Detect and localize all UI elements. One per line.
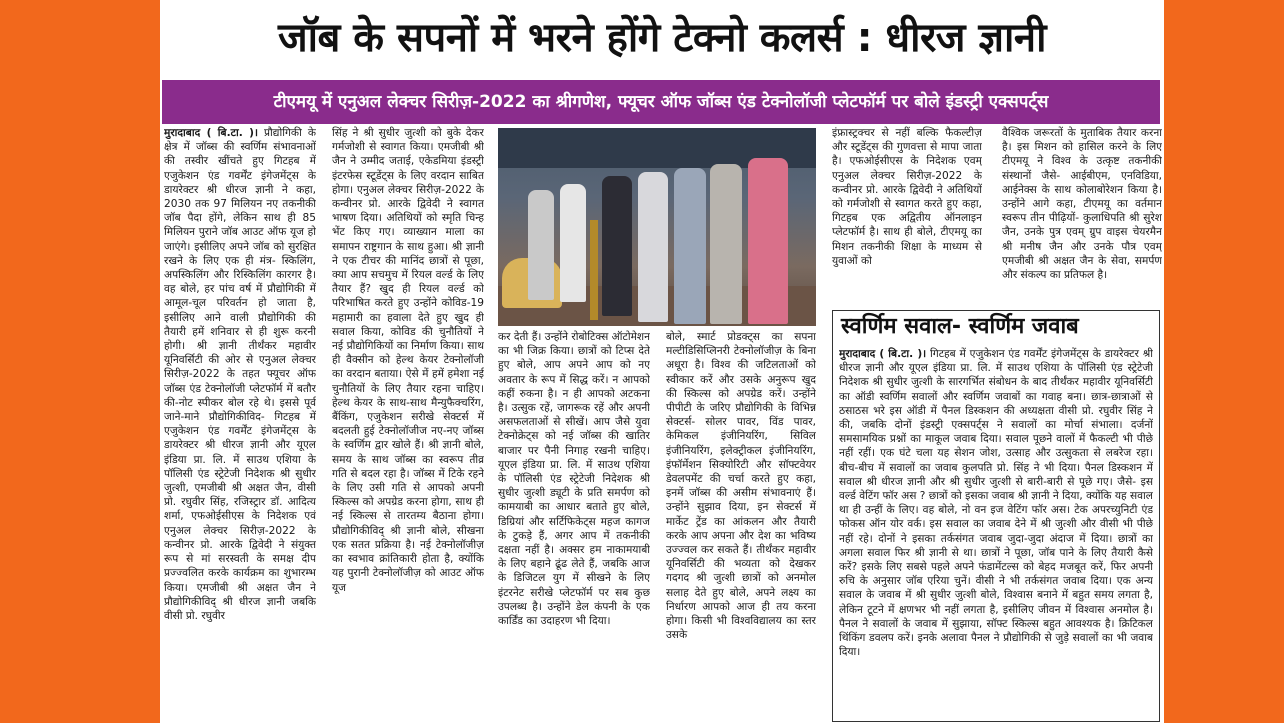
photo-person-6 — [710, 164, 742, 324]
headline: जॉब के सपनों में भरने होंगे टेक्नो कलर्स : धीरज ज्ञानी — [278, 15, 1046, 61]
photo-person-7 — [748, 158, 788, 324]
article-column-2 — [332, 126, 484, 722]
column-5-text: इंफ्रास्ट्रक्चर से नहीं बल्कि फैकल्टीज़ और स्टूडेंट्स की गुणवत्ता से मापा जाता है। एफओईसीएस के निदेशक एवम् एनुअल लेक्चर सिरीज़-2022 के कन्वीनर प्रो. आरके द्विवेदी ने अतिथियों को गर्मजोशी से स्वागत करते हुए कहा, गिटहब एक अद्वितीय ऑनलाइन प्लेटफॉर्म है। साथ ही बोले, टीएमयू का मिशन तकनीकी शिक्षा के माध्यम से युवाओं को — [832, 127, 982, 267]
article-dateline: मुरादाबाद ( बि.टा. )। — [164, 127, 258, 139]
sidebar-box-title: स्वर्णिम सवाल- स्वर्णिम जवाब — [841, 314, 1079, 339]
photo-ceremonial-lamp — [590, 220, 598, 320]
sidebar-box — [832, 310, 1160, 722]
photo-person-1 — [528, 190, 554, 300]
article-column-6 — [1002, 126, 1162, 306]
column-3-text: कर देती हैं। उन्होंने रोबोटिक्स ऑटोमेशन का भी जिक्र किया। छात्रों को टिप्स देते हुए बोले, आप अपने आप को नए अवतार के रूप में सिद्ध करें। न आपको कहीं रुकना है। न ही आपको अटकना है। उत्सुक रहें, जागरूक रहें और अपनी असफलताओं से सीखें। आप जैसे युवा टेक्नोक्रेट्स को नई जॉब्स की खातिर बाजार पर पैनी निगाह रखनी चाहिए। यूएल इंडिया प्रा. लि. में साउथ एशिया के पॉलिसी एंड स्ट्रेटेजी निदेशक श्री सुधीर जुत्शी ड्यूटी के प्रति समर्पण को कामयाबी का आधार बताते हुए बोले, डिग्रियां और सर्टिफिकेट्स महज कागज के टुकड़े हैं, अगर आप में तकनीकी दक्षता नहीं है। अक्सर हम नाकामयाबी के लिए बहाने ढूंढ लेते हैं, जबकि आज के डिजिटल युग में सीखने के लिए इंटरनेट सरीखे प्लेटफॉर्म पर सब कुछ उपलब्ध है। उन्होंने डेल कंपनी के एक कार्डिंड का उदाहरण भी दिया। — [498, 331, 650, 628]
subheadline-strap: टीएमयू में एनुअल लेक्चर सिरीज़-2022 का श्रीगणेश, फ्यूचर ऑफ जॉब्स एंड टेक्नोलॉजी प्लेटफॉर्म पर बोले इंडस्ट्री एक्सपर्ट्स — [162, 80, 1160, 124]
sidebar-dateline: मुरादाबाद ( बि.टा. )। — [839, 348, 927, 360]
sidebar-text: गिटहब में एजुकेशन एंड गवर्मेंट इंगेजमेंट्स के डायरेक्टर श्री धीरज ज्ञानी और यूएल इंडिया प्रा. लि. में साउथ एशिया के पॉलिसी एंड स्ट्रेटेजी निदेशक श्री सुधीर जुत्शी के सारगर्भित संबोधन के बाद तीर्थंकर महावीर यूनिवर्सिटी का ऑडी स्वर्णिम सवालों और स्वर्णिम जवाबों का गवाह बना। छात्र-छात्राओं से ठसाठस भरे इस ऑडी में पैनल डिस्कशन की अध्यक्षता वीसी प्रो. रघुवीर सिंह ने की, जबकि दोनों इंडस्ट्री एक्सपर्ट्स ने सवालों का मोर्चा संभाला। दर्जनों समसामयिक प्रश्नों का माकूल जवाब दिया। सवाल पूछने वालों में फैकल्टी भी पीछे नहीं रहीं। एक घंटे चला यह सेशन जोश, उत्साह और उत्सुकता से लबरेज रहा। बीच-बीच में सवालों का जवाब कुलपति प्रो. सिंह ने भी दिया। पैनल डिस्कशन में सवाल श्री धीरज ज्ञानी और श्री सुधीर जुत्शी से बारी-बारी से पूछे गए। जैसे- इस वर्ल्ड वेटिंग फॉर अस ? छात्रों को इसका जवाब श्री ज्ञानी ने दिया, क्योंकि यह सवाल था ही उन्हीं के लिए। वह बोले, नो वन इज वेटिंग फॉर अस। टेक अपरच्युनिटी एंड फोकस ऑन योर वर्क। इस सवाल का जवाब देने में श्री जुत्शी और वीसी भी पीछे नहीं रहे। दोनों ने इसका तर्कसंगत जवाब जुदा-जुदा अंदाज में दिया। छात्रों का अगला सवाल फिर श्री ज्ञानी से था। छात्रों ने पूछा, जॉब पाने के लिए तैयारी कैसे करें? इसके लिए सबसे पहले अपने फंडामेंटल्स को बेहद मजबूत करें, फिर अपनी रुचि के अनुसार जॉब एरिया चुनें। वीसी ने भी तर्कसंगत जवाब दिया। एक अन्य सवाल के जवाब में श्री सुधीर जुत्शी बोले, विश्वास बनाने में बहुत समय लगता है, लेकिन टूटने में क्षणभर भी नहीं लगता है, इसीलिए जीवन में विश्वास अनमोल है। पैनल ने सवालों के जवाब में सुझाया, सॉफ्ट स्किल्स बहुत आवश्यक है। क्रिटिकल थिंकिंग डवलप करें। इनके अलावा पैनल ने प्रौद्योगिकी से जुड़े सवालों का भी जवाब दिया। — [839, 348, 1153, 659]
photo-person-3 — [602, 176, 632, 316]
column-2-text: सिंह ने श्री सुधीर जुत्शी को बुके देकर गर्मजोशी से स्वागत किया। एमजीबी श्री जैन ने उम्मीद जताई, एकेडमिया इंडस्ट्री इंटरफेस स्टूडेंट्स के लिए वरदान साबित होगा। एनुअल लेक्चर सिरीज़-2022 के कन्वीनर प्रो. आरके द्विवेदी ने स्वागत भाषण दिया। अतिथियों को स्मृति चिन्ह भेंट किए गए। व्याख्यान माला का समापन राष्ट्रगान के साथ हुआ। श्री ज्ञानी ने एक टीचर की मानिंद छात्रों से पूछा, क्या आप सचमुच में रियल वर्ल्ड के लिए तैयार हैं? खुद ही रियल वर्ल्ड को परिभाषित करते हुए उन्होंने कोविड-19 महामारी का हवाला देते हुए खुद ही सवाल किया, कोविड की चुनौतियों ने नई प्रौद्योगिकियों का निर्माण किया। साथ ही वैक्सीन को हेल्थ केयर टेक्नोलॉजी का वरदान बताया। ऐसे में हमें हमेशा नई चुनौतियों के लिए तैयार रहना चाहिए। हेल्थ केयर के साथ-साथ मैन्युफैक्चरिंग, बैंकिंग, एजुकेशन सरीखे सेक्टर्स में बदलती हुई टेक्नोलॉजीज नए-नए जॉब्स के स्वर्णिम द्वार खोले हैं। श्री ज्ञानी बोले, समय के साथ जॉब्स का स्वरूप तीव्र गति से बदल रहा है। जॉब्स में टिके रहने के लिए उसी गति से आपको अपनी स्किल्स को अपग्रेड करना होगा, साथ ही नई स्किल्स से तारतम्य बैठाना होगा। प्रौद्योगिकीविद् श्री ज्ञानी बोले, सीखना एक सतत प्रक्रिया है। नई टेक्नोलॉजीज़ का स्वभाव क्रांतिकारी होता है, क्योंकि यह पुरानी टेक्नोलॉजीज़ को आउट ऑफ यूज — [332, 127, 484, 594]
sidebar-box-body — [839, 347, 1153, 719]
photo-person-4 — [638, 172, 668, 322]
column-4-text: बोले, स्मार्ट प्रोडक्ट्स का सपना मल्टीडिसिप्लिनरी टेक्नोलॉजीज़ के बिना अधूरा है। विश्व की जटिलताओं को स्वीकार करें और उसके अनुरूप खुद की स्किल्स को अपग्रेड करें। उन्होंने पीपीटी के जरिए प्रौद्योगिकी के विभिन्न सेक्टर्स- सोलर पावर, विंड पावर, केमिकल इंजीनियरिंग, सिविल इंजीनियरिंग, इलेक्ट्रीकल इंजीनियरिंग, इंफॉर्मेशन सिक्योरिटी और सॉफ्टवेयर डेवलपमेंट की चर्चा करते हुए कहा, इनमें जॉब्स की असीम संभावनाएं हैं। उन्होंने सुझाव दिया, इन सेक्टर्स में मार्केट ट्रेंड का आंकलन और तैयारी करके आप अपना और देश का भविष्य उज्ज्वल कर सकते हैं। तीर्थंकर महावीर यूनिवर्सिटी की भव्यता को देखकर गदगद श्री जुत्शी छात्रों को अनमोल सलाह देते हुए बोले, अपने लक्ष्य का निर्धारण आपको आज ही तय करना होगा। किसी भी विश्वविद्यालय का स्तर उसके — [666, 331, 816, 642]
photo-person-2 — [560, 184, 586, 302]
column-1-text: प्रौद्योगिकी के क्षेत्र में जॉब्स की स्वर्णिम संभावनाओं की तस्वीर खींचते हुए गिटहब में एजुकेशन एंड गवर्मेंट इंगेजमेंट्स के डायरेक्टर श्री धीरज ज्ञानी ने कहा, 2030 तक 97 मिलियन नए तकनीकी जॉब पैदा होंगे, लेकिन साथ ही 85 मिलियन पुराने जॉब आउट ऑफ यूज हो जाएंगे। इसीलिए अपने जॉब को सुरक्षित रखने के लिए एक ही मंत्र- स्किलिंग, अपस्किलिंग और रिस्किलिंग कारगर है। वह बोले, हर पांच वर्ष में प्रौद्योगिकी में आमूल-चूल परिवर्तन हो जाता है, इसीलिए आने वाली प्रौद्योगिकी की तैयारी हमें शनिवार से ही शुरू करनी होगी। श्री ज्ञानी तीर्थंकर महावीर यूनिवर्सिटी की ओर से एनुअल लेक्चर सिरीज़-2022 के तहत फ्यूचर ऑफ जॉब्स एंड टेक्नोलॉजी प्लेटफॉर्म में बतौर की-नोट स्पीकर बोल रहे थे। इससे पूर्व जाने-माने प्रौद्योगिकीविद- गिटहब में एजुकेशन एंड गवर्मेंट इंगेजमेंट्स के डायरेक्टर श्री धीरज ज्ञानी और यूएल इंडिया प्रा. लि. में साउथ एशिया के पॉलिसी एंड स्ट्रेटेजी निदेशक श्री सुधीर जुत्शी, एमजीबी श्री अक्षत जैन, वीसी प्रो. रघुवीर सिंह, रजिस्ट्रार डॉ. आदित्य शर्मा, एफओईसीएस के निदेशक एवं एनुअल लेक्चर सिरीज़-2022 के कन्वीनर प्रो. आरके द्विवेदी ने संयुक्त रूप से मां सरस्वती के समक्ष दीप प्रज्ज्वलित करके कार्यक्रम का शुभारम्भ किया। एमजीबी श्री अक्षत जैन ने प्रौद्योगिकीविद् श्री धीरज ज्ञानी जबकि वीसी प्रो. रघुवीर — [164, 127, 316, 622]
article-column-5 — [832, 126, 982, 306]
newspaper-clipping — [160, 0, 1164, 723]
article-column-4 — [666, 330, 816, 722]
column-6-text: वैश्विक जरूरतों के मुताबिक तैयार करना है। इस मिशन को हासिल करने के लिए टीएमयू ने विश्व के उत्कृष्ट तकनीकी संस्थानों जैसे- आईबीएम, एनविडिया, आईनेक्स के साथ कोलाबोरेशन किया है। उन्होंने आगे कहा, टीएमयू का वर्तमान स्वरूप तीन पीढ़ियों- कुलाधिपति श्री सुरेश जैन, उनके पुत्र एवम् ग्रुप वाइस चेयरमैन श्री मनीष जैन और उनके पौत्र एवम् एमजीबी श्री अक्षत जैन के सेवा, समर्पण और संकल्प का प्रतिफल है। — [1002, 127, 1162, 282]
event-photo — [498, 128, 816, 326]
photo-person-5 — [674, 168, 706, 324]
article-column-3 — [498, 330, 650, 722]
article-column-1 — [164, 126, 316, 722]
